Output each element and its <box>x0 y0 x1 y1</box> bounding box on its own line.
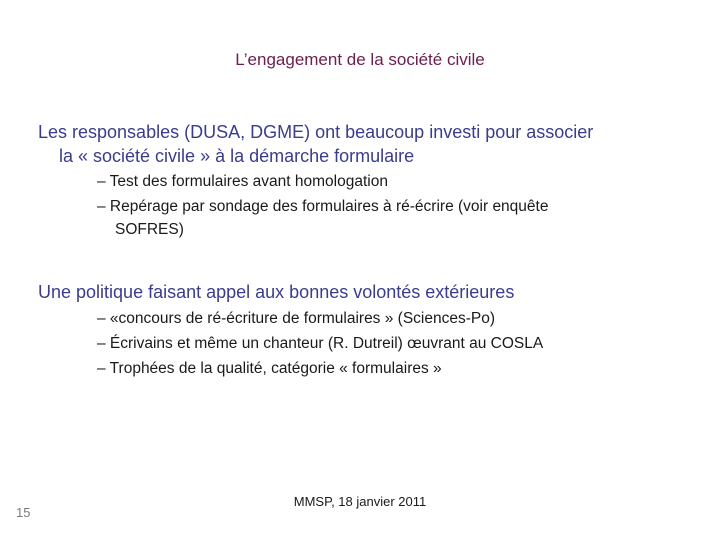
sub-item <box>97 331 657 356</box>
sub-item-text: – «concours de ré-écriture de formulaires » (Sciences-Po) <box>97 310 496 327</box>
bullet-1-line-2: la « société civile » à la démarche formulaire <box>59 146 415 166</box>
bullet-1 <box>38 120 678 168</box>
bullet-2-line-1: Une politique faisant appel aux bonnes volontés extérieures <box>38 282 515 302</box>
sub-item-text: – Test des formulaires avant homologation <box>97 173 388 190</box>
sub-item-text: – Repérage par sondage des formulaires à ré-écrire (voir enquête <box>97 198 549 215</box>
slide-title: L’engagement de la société civile <box>235 50 485 69</box>
bullet-2-subitems <box>97 306 657 381</box>
bullet-1-subitems <box>97 169 657 242</box>
footer-text: MMSP, 18 janvier 2011 <box>293 494 427 509</box>
sub-item <box>97 306 657 331</box>
page-number: 15 <box>16 505 31 520</box>
sub-item <box>97 169 657 194</box>
sub-item-text-continued: SOFRES) <box>115 221 184 238</box>
bullet-2 <box>38 280 678 304</box>
sub-item <box>97 194 657 242</box>
sub-item-text: – Écrivains et même un chanteur (R. Dutreil) œuvrant au COSLA <box>97 335 544 352</box>
bullet-1-line-1: Les responsables (DUSA, DGME) ont beaucoup investi pour associer <box>38 122 594 142</box>
sub-item-text: – Trophées de la qualité, catégorie « formulaires » <box>97 360 442 377</box>
sub-item <box>97 356 657 381</box>
